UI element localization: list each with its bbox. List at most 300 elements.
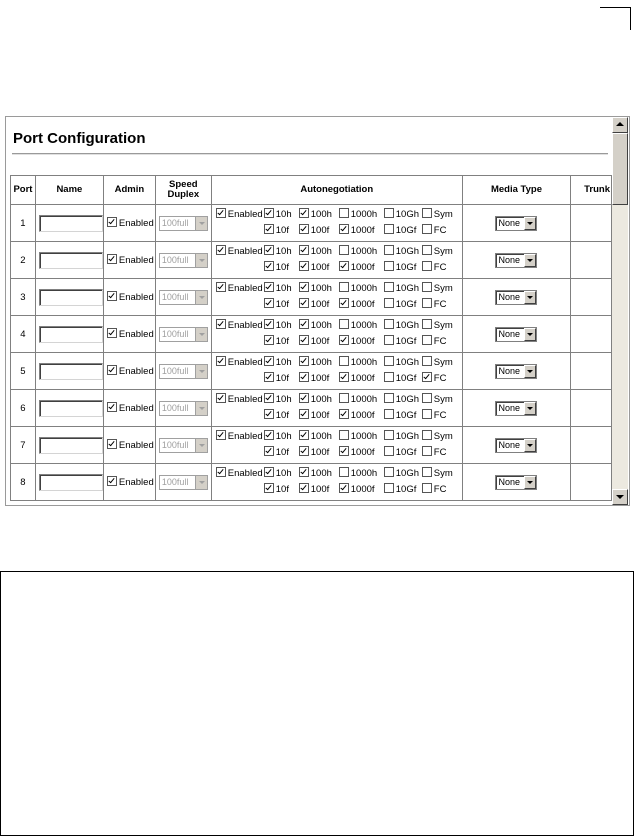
media-type-value: None bbox=[498, 365, 520, 376]
autoneg-cap-3[interactable] bbox=[384, 356, 419, 368]
autoneg-cap-4[interactable] bbox=[422, 282, 453, 294]
checkbox-icon[interactable] bbox=[216, 245, 226, 255]
name-cell bbox=[35, 427, 103, 464]
checkbox-icon[interactable] bbox=[216, 208, 226, 218]
autoneg-cell bbox=[211, 242, 462, 279]
checkbox-icon[interactable] bbox=[299, 298, 309, 308]
autoneg-cap-7[interactable] bbox=[339, 335, 375, 347]
checkbox-icon[interactable] bbox=[422, 208, 432, 218]
media-type-select[interactable] bbox=[495, 253, 537, 268]
media-type-select[interactable] bbox=[495, 216, 537, 231]
autoneg-cap-label: 10h bbox=[275, 394, 292, 405]
autoneg-cap-label: 100f bbox=[310, 410, 330, 421]
checkbox-icon[interactable] bbox=[422, 467, 432, 477]
checkbox-icon[interactable] bbox=[422, 446, 432, 456]
checkbox-icon[interactable] bbox=[422, 282, 432, 292]
checkbox-icon[interactable] bbox=[107, 402, 117, 412]
port-name-input[interactable] bbox=[39, 437, 103, 454]
checkbox-icon[interactable] bbox=[264, 372, 274, 382]
checkbox-icon[interactable] bbox=[422, 430, 432, 440]
checkbox-icon[interactable] bbox=[299, 483, 309, 493]
speed-duplex-select[interactable] bbox=[159, 475, 208, 490]
page-corner-mark bbox=[600, 7, 631, 30]
port-name-input[interactable] bbox=[39, 363, 103, 380]
checkbox-icon[interactable] bbox=[384, 261, 394, 271]
autoneg-cap-3[interactable] bbox=[384, 467, 419, 479]
autoneg-cap-label: Sym bbox=[433, 320, 453, 331]
autoneg-cap-9[interactable] bbox=[422, 298, 447, 310]
autoneg-cap-1[interactable] bbox=[299, 282, 332, 294]
autoneg-cap-label: 100h bbox=[310, 394, 332, 405]
autoneg-cap-3[interactable] bbox=[384, 282, 419, 294]
autoneg-cap-1[interactable] bbox=[299, 393, 332, 405]
chevron-down-icon[interactable] bbox=[195, 402, 207, 415]
autoneg-cap-9[interactable] bbox=[422, 224, 447, 236]
checkbox-icon[interactable] bbox=[299, 372, 309, 382]
checkbox-icon[interactable] bbox=[384, 319, 394, 329]
checkbox-icon[interactable] bbox=[339, 393, 349, 403]
checkbox-icon[interactable] bbox=[299, 430, 309, 440]
autoneg-cap-label: FC bbox=[433, 410, 447, 421]
scroll-up-icon[interactable] bbox=[612, 117, 628, 133]
checkbox-icon[interactable] bbox=[339, 261, 349, 271]
autoneg-cap-7[interactable] bbox=[339, 372, 375, 384]
checkbox-icon[interactable] bbox=[339, 356, 349, 366]
autoneg-enabled-toggle[interactable] bbox=[216, 282, 263, 294]
autoneg-cap-6[interactable] bbox=[299, 224, 330, 236]
scroll-down-icon[interactable] bbox=[612, 489, 628, 505]
autoneg-cap-5[interactable] bbox=[264, 372, 289, 384]
port-number: 5 bbox=[11, 353, 36, 390]
autoneg-cap-5[interactable] bbox=[264, 335, 289, 347]
autoneg-cap-6[interactable] bbox=[299, 446, 330, 458]
checkbox-icon[interactable] bbox=[384, 446, 394, 456]
chevron-down-icon[interactable] bbox=[524, 328, 536, 341]
speed-duplex-select[interactable] bbox=[159, 290, 208, 305]
checkbox-icon[interactable] bbox=[107, 217, 117, 227]
autoneg-cap-label: FC bbox=[433, 484, 447, 495]
checkbox-icon[interactable] bbox=[339, 208, 349, 218]
port-name-input[interactable] bbox=[39, 326, 103, 343]
checkbox-icon[interactable] bbox=[339, 282, 349, 292]
autoneg-cap-9[interactable] bbox=[422, 261, 447, 273]
autoneg-cap-2[interactable] bbox=[339, 319, 377, 331]
media-cell bbox=[462, 279, 571, 316]
autoneg-cap-0[interactable] bbox=[264, 393, 292, 405]
checkbox-icon[interactable] bbox=[264, 261, 274, 271]
autoneg-enabled-toggle[interactable] bbox=[216, 430, 263, 442]
autoneg-cap-0[interactable] bbox=[264, 208, 292, 220]
autoneg-cap-7[interactable] bbox=[339, 298, 375, 310]
checkbox-icon[interactable] bbox=[422, 335, 432, 345]
port-table bbox=[10, 175, 612, 501]
port-name-input[interactable] bbox=[39, 474, 103, 491]
checkbox-icon[interactable] bbox=[384, 224, 394, 234]
chevron-down-icon[interactable] bbox=[524, 291, 536, 304]
autoneg-cap-7[interactable] bbox=[339, 261, 375, 273]
autoneg-cap-3[interactable] bbox=[384, 319, 419, 331]
checkbox-icon[interactable] bbox=[384, 245, 394, 255]
checkbox-icon[interactable] bbox=[107, 254, 117, 264]
autoneg-cap-0[interactable] bbox=[264, 245, 292, 257]
chevron-down-icon[interactable] bbox=[195, 328, 207, 341]
autoneg-cap-7[interactable] bbox=[339, 446, 375, 458]
admin-enabled-toggle[interactable] bbox=[104, 292, 154, 303]
checkbox-icon[interactable] bbox=[384, 372, 394, 382]
media-type-value: None bbox=[498, 254, 520, 265]
autoneg-cap-label: 10h bbox=[275, 283, 292, 294]
media-type-select[interactable] bbox=[495, 327, 537, 342]
checkbox-icon[interactable] bbox=[384, 356, 394, 366]
checkbox-icon[interactable] bbox=[107, 439, 117, 449]
checkbox-icon[interactable] bbox=[339, 430, 349, 440]
autoneg-cap-8[interactable] bbox=[384, 372, 417, 384]
autoneg-cap-8[interactable] bbox=[384, 224, 417, 236]
media-cell bbox=[462, 353, 571, 390]
admin-enabled-toggle[interactable] bbox=[104, 329, 154, 340]
media-type-select[interactable] bbox=[495, 401, 537, 416]
checkbox-icon[interactable] bbox=[264, 245, 274, 255]
autoneg-cap-2[interactable] bbox=[339, 245, 377, 257]
port-name-input[interactable] bbox=[39, 252, 103, 269]
name-cell bbox=[35, 390, 103, 427]
speed-duplex-value: 100full bbox=[161, 476, 189, 487]
checkbox-icon[interactable] bbox=[216, 282, 226, 292]
autoneg-cap-9[interactable] bbox=[422, 483, 447, 495]
checkbox-icon[interactable] bbox=[384, 282, 394, 292]
checkbox-icon[interactable] bbox=[264, 298, 274, 308]
admin-cell bbox=[103, 464, 155, 501]
checkbox-icon[interactable] bbox=[384, 430, 394, 440]
autoneg-cap-label: 100f bbox=[310, 447, 330, 458]
checkbox-icon[interactable] bbox=[264, 467, 274, 477]
autoneg-cap-3[interactable] bbox=[384, 393, 419, 405]
checkbox-icon[interactable] bbox=[216, 467, 226, 477]
speed-duplex-select[interactable] bbox=[159, 253, 208, 268]
autoneg-enabled-toggle[interactable] bbox=[216, 245, 263, 257]
checkbox-icon[interactable] bbox=[422, 372, 432, 382]
media-cell bbox=[462, 316, 571, 353]
autoneg-enabled-toggle[interactable] bbox=[216, 319, 263, 331]
checkbox-icon[interactable] bbox=[299, 208, 309, 218]
checkbox-icon[interactable] bbox=[299, 245, 309, 255]
checkbox-icon[interactable] bbox=[264, 409, 274, 419]
chevron-down-icon[interactable] bbox=[524, 217, 536, 230]
autoneg-cap-label: 10Gh bbox=[395, 209, 420, 220]
checkbox-icon[interactable] bbox=[384, 483, 394, 493]
scroll-thumb[interactable] bbox=[612, 133, 628, 205]
autoneg-cap-7[interactable] bbox=[339, 483, 375, 495]
autoneg-cap-7[interactable] bbox=[339, 409, 375, 421]
autoneg-cap-8[interactable] bbox=[384, 409, 417, 421]
autoneg-enabled-toggle[interactable] bbox=[216, 208, 263, 220]
autoneg-cap-9[interactable] bbox=[422, 335, 447, 347]
autoneg-cap-1[interactable] bbox=[299, 356, 332, 368]
checkbox-icon[interactable] bbox=[384, 298, 394, 308]
autoneg-cap-5[interactable] bbox=[264, 298, 289, 310]
autoneg-cap-0[interactable] bbox=[264, 430, 292, 442]
checkbox-icon[interactable] bbox=[422, 261, 432, 271]
checkbox-icon[interactable] bbox=[339, 467, 349, 477]
speed-duplex-value: 100full bbox=[161, 254, 189, 265]
checkbox-icon[interactable] bbox=[216, 356, 226, 366]
chevron-down-icon[interactable] bbox=[195, 476, 207, 489]
checkbox-icon[interactable] bbox=[384, 335, 394, 345]
media-type-value: None bbox=[498, 217, 520, 228]
autoneg-cap-label: 10f bbox=[275, 225, 289, 236]
autoneg-cap-label: 1000f bbox=[350, 484, 375, 495]
autoneg-cap-label: 10Gf bbox=[395, 410, 417, 421]
checkbox-icon[interactable] bbox=[384, 393, 394, 403]
autoneg-cap-8[interactable] bbox=[384, 298, 417, 310]
media-type-value: None bbox=[498, 402, 520, 413]
speed-duplex-select[interactable] bbox=[159, 438, 208, 453]
autoneg-cap-5[interactable] bbox=[264, 261, 289, 273]
autoneg-cap-3[interactable] bbox=[384, 245, 419, 257]
vertical-scrollbar[interactable] bbox=[612, 117, 628, 505]
table-row bbox=[11, 390, 612, 427]
autoneg-cap-6[interactable] bbox=[299, 409, 330, 421]
checkbox-icon[interactable] bbox=[299, 335, 309, 345]
speed-cell bbox=[155, 205, 211, 242]
autoneg-cap-4[interactable] bbox=[422, 245, 453, 257]
checkbox-icon[interactable] bbox=[422, 409, 432, 419]
trunk-cell bbox=[571, 316, 612, 353]
autoneg-cap-5[interactable] bbox=[264, 224, 289, 236]
port-number: 4 bbox=[11, 316, 36, 353]
chevron-down-icon[interactable] bbox=[524, 476, 536, 489]
autoneg-cap-5[interactable] bbox=[264, 446, 289, 458]
autoneg-cap-label: FC bbox=[433, 299, 447, 310]
admin-enabled-toggle[interactable] bbox=[104, 477, 154, 488]
media-type-value: None bbox=[498, 328, 520, 339]
admin-enabled-toggle[interactable] bbox=[104, 440, 154, 451]
speed-duplex-select[interactable] bbox=[159, 401, 208, 416]
admin-cell bbox=[103, 427, 155, 464]
admin-enabled-label: Enabled bbox=[118, 255, 154, 266]
checkbox-icon[interactable] bbox=[339, 446, 349, 456]
media-type-select[interactable] bbox=[495, 290, 537, 305]
trunk-cell bbox=[571, 390, 612, 427]
checkbox-icon[interactable] bbox=[264, 483, 274, 493]
autoneg-cap-2[interactable] bbox=[339, 393, 377, 405]
chevron-down-icon[interactable] bbox=[524, 254, 536, 267]
autoneg-cap-label: 100f bbox=[310, 299, 330, 310]
checkbox-icon[interactable] bbox=[107, 328, 117, 338]
checkbox-icon[interactable] bbox=[264, 282, 274, 292]
autoneg-cap-label: 1000f bbox=[350, 336, 375, 347]
checkbox-icon[interactable] bbox=[264, 356, 274, 366]
autoneg-cap-4[interactable] bbox=[422, 393, 453, 405]
autoneg-cap-label: FC bbox=[433, 447, 447, 458]
checkbox-icon[interactable] bbox=[422, 298, 432, 308]
autoneg-cap-4[interactable] bbox=[422, 430, 453, 442]
admin-enabled-toggle[interactable] bbox=[104, 255, 154, 266]
autoneg-cap-0[interactable] bbox=[264, 319, 292, 331]
checkbox-icon[interactable] bbox=[299, 446, 309, 456]
checkbox-icon[interactable] bbox=[299, 282, 309, 292]
media-type-select[interactable] bbox=[495, 438, 537, 453]
autoneg-cap-2[interactable] bbox=[339, 467, 377, 479]
autoneg-cap-1[interactable] bbox=[299, 319, 332, 331]
autoneg-cap-8[interactable] bbox=[384, 446, 417, 458]
media-type-select[interactable] bbox=[495, 364, 537, 379]
autoneg-cap-4[interactable] bbox=[422, 319, 453, 331]
checkbox-icon[interactable] bbox=[339, 483, 349, 493]
chevron-down-icon[interactable] bbox=[524, 439, 536, 452]
checkbox-icon[interactable] bbox=[339, 245, 349, 255]
checkbox-icon[interactable] bbox=[264, 224, 274, 234]
table-row bbox=[11, 353, 612, 390]
autoneg-cap-label: 1000h bbox=[350, 320, 378, 331]
checkbox-icon[interactable] bbox=[299, 319, 309, 329]
checkbox-icon[interactable] bbox=[422, 483, 432, 493]
checkbox-icon[interactable] bbox=[339, 372, 349, 382]
checkbox-icon[interactable] bbox=[339, 409, 349, 419]
autoneg-enabled-label: Enabled bbox=[227, 357, 263, 368]
checkbox-icon[interactable] bbox=[299, 356, 309, 366]
checkbox-icon[interactable] bbox=[264, 208, 274, 218]
autoneg-cap-4[interactable] bbox=[422, 208, 453, 220]
checkbox-icon[interactable] bbox=[422, 393, 432, 403]
chevron-down-icon[interactable] bbox=[524, 402, 536, 415]
checkbox-icon[interactable] bbox=[384, 409, 394, 419]
autoneg-enabled-toggle[interactable] bbox=[216, 356, 263, 368]
port-name-input[interactable] bbox=[39, 289, 103, 306]
chevron-down-icon[interactable] bbox=[195, 217, 207, 230]
checkbox-icon[interactable] bbox=[264, 430, 274, 440]
checkbox-icon[interactable] bbox=[299, 467, 309, 477]
autoneg-cap-5[interactable] bbox=[264, 409, 289, 421]
checkbox-icon[interactable] bbox=[422, 356, 432, 366]
autoneg-cap-label: FC bbox=[433, 373, 447, 384]
autoneg-cap-label: 10Gf bbox=[395, 447, 417, 458]
autoneg-cap-5[interactable] bbox=[264, 483, 289, 495]
autoneg-enabled-toggle[interactable] bbox=[216, 467, 263, 479]
chevron-down-icon[interactable] bbox=[195, 365, 207, 378]
media-type-select[interactable] bbox=[495, 475, 537, 490]
chevron-down-icon[interactable] bbox=[524, 365, 536, 378]
chevron-down-icon[interactable] bbox=[195, 439, 207, 452]
admin-enabled-label: Enabled bbox=[118, 218, 154, 229]
autoneg-cap-0[interactable] bbox=[264, 356, 292, 368]
checkbox-icon[interactable] bbox=[264, 446, 274, 456]
autoneg-cap-0[interactable] bbox=[264, 282, 292, 294]
autoneg-cap-label: 100f bbox=[310, 262, 330, 273]
autoneg-cap-7[interactable] bbox=[339, 224, 375, 236]
trunk-cell bbox=[571, 353, 612, 390]
checkbox-icon[interactable] bbox=[216, 430, 226, 440]
port-name-input[interactable] bbox=[39, 400, 103, 417]
checkbox-icon[interactable] bbox=[422, 224, 432, 234]
checkbox-icon[interactable] bbox=[384, 467, 394, 477]
port-number: 6 bbox=[11, 390, 36, 427]
checkbox-icon[interactable] bbox=[422, 319, 432, 329]
checkbox-icon[interactable] bbox=[339, 224, 349, 234]
autoneg-cap-1[interactable] bbox=[299, 467, 332, 479]
autoneg-cap-label: 10Gh bbox=[395, 431, 420, 442]
autoneg-cap-4[interactable] bbox=[422, 467, 453, 479]
admin-cell bbox=[103, 242, 155, 279]
autoneg-cap-1[interactable] bbox=[299, 208, 332, 220]
checkbox-icon[interactable] bbox=[339, 298, 349, 308]
checkbox-icon[interactable] bbox=[299, 409, 309, 419]
autoneg-enabled-toggle[interactable] bbox=[216, 393, 263, 405]
autoneg-cap-2[interactable] bbox=[339, 208, 377, 220]
speed-duplex-select[interactable] bbox=[159, 364, 208, 379]
autoneg-cap-label: 1000h bbox=[350, 468, 378, 479]
autoneg-cap-8[interactable] bbox=[384, 335, 417, 347]
checkbox-icon[interactable] bbox=[299, 261, 309, 271]
checkbox-icon[interactable] bbox=[107, 291, 117, 301]
autoneg-cap-0[interactable] bbox=[264, 467, 292, 479]
chevron-down-icon[interactable] bbox=[195, 254, 207, 267]
autoneg-cap-6[interactable] bbox=[299, 298, 330, 310]
autoneg-cap-8[interactable] bbox=[384, 261, 417, 273]
autoneg-cap-6[interactable] bbox=[299, 261, 330, 273]
chevron-down-icon[interactable] bbox=[195, 291, 207, 304]
autoneg-cap-1[interactable] bbox=[299, 245, 332, 257]
autoneg-cap-6[interactable] bbox=[299, 483, 330, 495]
autoneg-cap-label: 1000f bbox=[350, 447, 375, 458]
checkbox-icon[interactable] bbox=[339, 335, 349, 345]
checkbox-icon[interactable] bbox=[384, 208, 394, 218]
admin-enabled-toggle[interactable] bbox=[104, 403, 154, 414]
autoneg-cap-9[interactable] bbox=[422, 372, 447, 384]
autoneg-cap-2[interactable] bbox=[339, 356, 377, 368]
checkbox-icon[interactable] bbox=[264, 393, 274, 403]
autoneg-cap-label: 10h bbox=[275, 468, 292, 479]
checkbox-icon[interactable] bbox=[107, 365, 117, 375]
autoneg-cap-1[interactable] bbox=[299, 430, 332, 442]
media-type-value: None bbox=[498, 476, 520, 487]
autoneg-cap-label: 1000f bbox=[350, 225, 375, 236]
table-row bbox=[11, 316, 612, 353]
checkbox-icon[interactable] bbox=[264, 335, 274, 345]
autoneg-cap-4[interactable] bbox=[422, 356, 453, 368]
checkbox-icon[interactable] bbox=[216, 319, 226, 329]
speed-cell bbox=[155, 464, 211, 501]
autoneg-cap-label: Sym bbox=[433, 283, 453, 294]
autoneg-cap-2[interactable] bbox=[339, 282, 377, 294]
checkbox-icon[interactable] bbox=[107, 476, 117, 486]
admin-enabled-toggle[interactable] bbox=[104, 218, 154, 229]
autoneg-cap-9[interactable] bbox=[422, 409, 447, 421]
autoneg-cap-8[interactable] bbox=[384, 483, 417, 495]
checkbox-icon[interactable] bbox=[339, 319, 349, 329]
speed-duplex-select[interactable] bbox=[159, 216, 208, 231]
checkbox-icon[interactable] bbox=[264, 319, 274, 329]
autoneg-cap-3[interactable] bbox=[384, 208, 419, 220]
autoneg-cap-label: 10Gh bbox=[395, 246, 420, 257]
autoneg-cap-label: 100f bbox=[310, 336, 330, 347]
autoneg-cap-3[interactable] bbox=[384, 430, 419, 442]
autoneg-cap-6[interactable] bbox=[299, 335, 330, 347]
checkbox-icon[interactable] bbox=[299, 393, 309, 403]
checkbox-icon[interactable] bbox=[299, 224, 309, 234]
autoneg-cap-2[interactable] bbox=[339, 430, 377, 442]
checkbox-icon[interactable] bbox=[422, 245, 432, 255]
autoneg-cap-6[interactable] bbox=[299, 372, 330, 384]
admin-enabled-label: Enabled bbox=[118, 477, 154, 488]
admin-enabled-toggle[interactable] bbox=[104, 366, 154, 377]
title-divider bbox=[12, 153, 608, 155]
autoneg-cap-9[interactable] bbox=[422, 446, 447, 458]
port-name-input[interactable] bbox=[39, 215, 103, 232]
col-header-duplex: Duplex bbox=[167, 189, 200, 200]
checkbox-icon[interactable] bbox=[216, 393, 226, 403]
speed-duplex-select[interactable] bbox=[159, 327, 208, 342]
